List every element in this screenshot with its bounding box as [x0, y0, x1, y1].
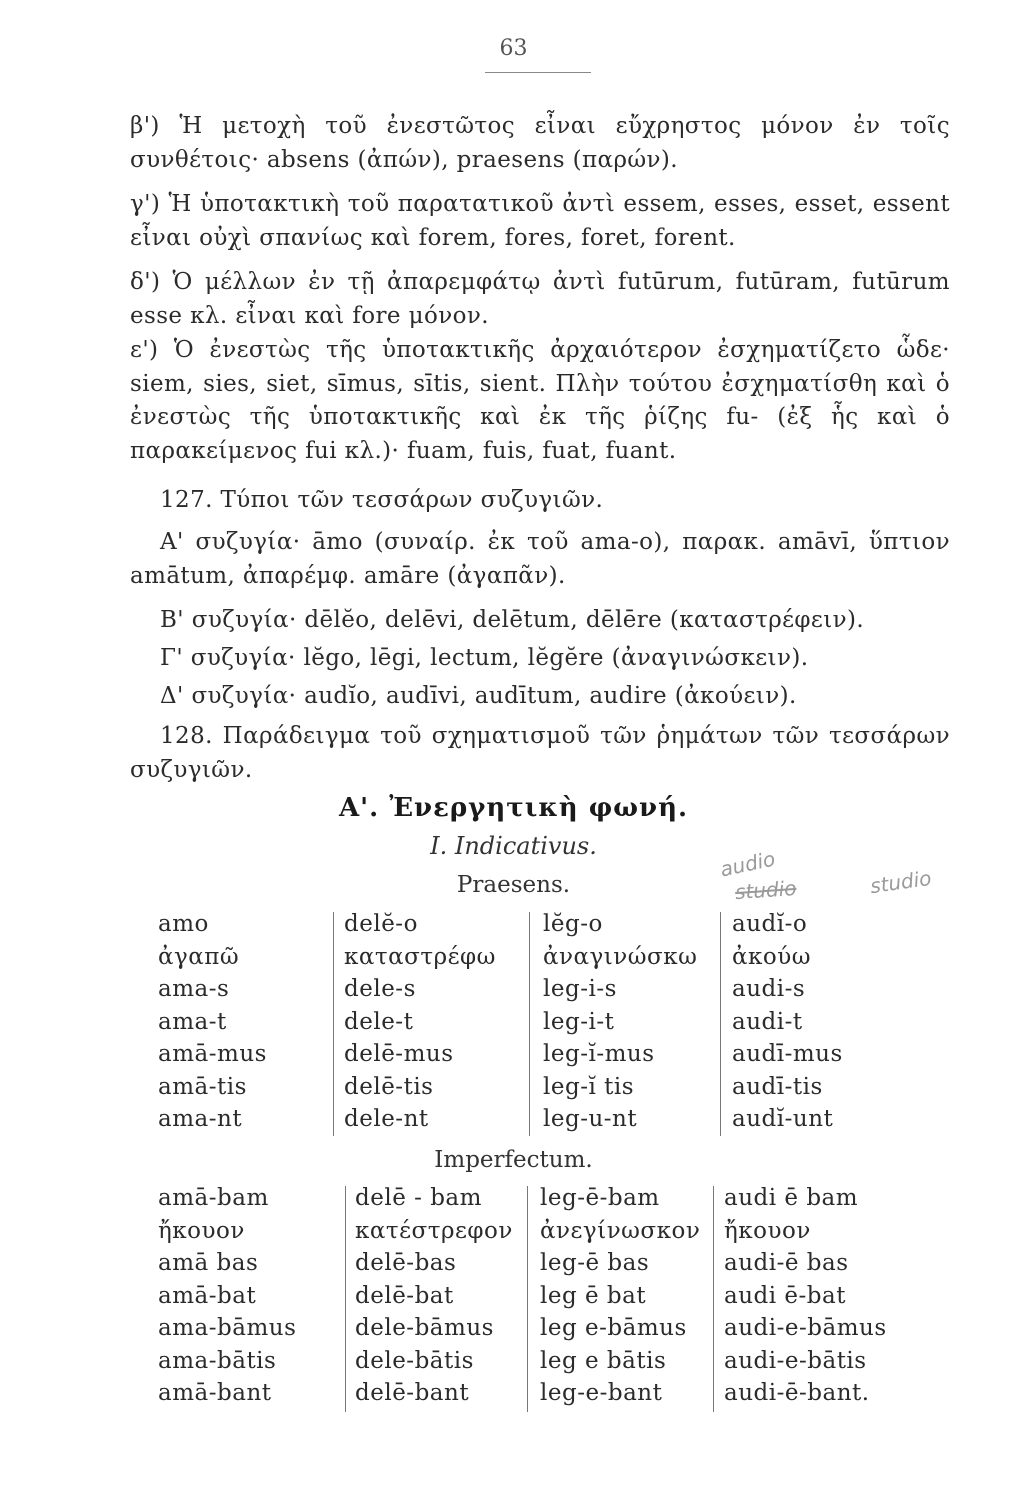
indicative-heading: I. Indicativus. — [430, 832, 597, 860]
conjugation-2: Β' συζυγία· dēlĕo, delēvi, delētum, dēlēre (καταστρέφειν). — [160, 607, 865, 633]
table-cell: amā-mus — [158, 1041, 267, 1067]
table-cell: amā-tis — [158, 1073, 247, 1100]
praesens-column-2 — [344, 908, 496, 1136]
table-cell: dele-bāmus — [355, 1315, 494, 1341]
table-cell: dele-nt — [344, 1106, 429, 1132]
table-cell: lĕg-o — [543, 911, 603, 937]
table-cell: audi ē-bat — [724, 1282, 846, 1309]
table-cell: dele-s — [344, 976, 416, 1002]
conjugation-3: Γ' συζυγία· lĕgo, lēgi, lectum, lĕgĕre (ἀναγινώσκειν). — [160, 645, 809, 671]
paragraph-beta: β') Ἡ μετοχὴ τοῦ ἐνεστῶτος εἶναι εὔχρηστος μόνον ἐν τοῖς συνθέτοις· absens (ἀπών), praesens (παρών). — [130, 113, 950, 173]
column-divider — [529, 912, 530, 1136]
praesens-column-3 — [543, 908, 697, 1136]
paragraph-epsilon: ε') Ὁ ἐνεστὼς τῆς ὑποτακτικῆς ἀρχαιότερον ἐσχηματίζετο ὧδε· siem, sies, siet, sīmus, sītis, sient. Πλὴν τούτου ἐσχηματίσθη καὶ ὁ ἐνεστὼς τῆς ὑποτακτικῆς καὶ ἐκ τῆς ῥίζης fu- (ἐξ ἧς καὶ ὁ παρακείμενος fui κλ.)· fuam, fuis, fuat, fuant. — [130, 337, 950, 464]
imperfectum-column-1 — [158, 1182, 296, 1410]
table-cell: leg-ē bas — [540, 1250, 650, 1276]
imperfectum-column-4 — [724, 1182, 887, 1410]
table-cell: audi-t — [732, 1008, 803, 1035]
conjugation-4: Δ' συζυγία· audĭo, audīvi, audītum, audire (ἀκούειν). — [160, 683, 797, 709]
table-cell: delē-tis — [344, 1073, 434, 1100]
table-cell: audi ē bam — [724, 1185, 859, 1211]
table-cell: leg-ĭ tis — [543, 1073, 635, 1100]
table-cell: amā-bant — [158, 1380, 272, 1406]
table-cell: dele-t — [344, 1008, 414, 1035]
conjugation-1: Α' συζυγία· āmo (συναίρ. ἐκ τοῦ ama-o), παρακ. amāvī, ὕπτιον amātum, ἀπαρέμφ. amāre (ἀγαπᾶν). — [130, 529, 950, 589]
table-cell: ἀγαπῶ — [158, 943, 240, 970]
column-divider — [720, 912, 721, 1136]
handwritten-note-audio: audio — [718, 846, 778, 882]
table-cell: delē-mus — [344, 1041, 454, 1067]
praesens-column-4 — [732, 908, 843, 1136]
table-cell: audĭ-o — [732, 911, 808, 937]
table-cell: delĕ-o — [344, 911, 418, 937]
handwritten-note-studio: studio — [868, 865, 933, 899]
table-cell: amo — [158, 911, 209, 937]
table-cell: ἀναγινώσκω — [543, 943, 698, 970]
table-cell: ama-t — [158, 1008, 227, 1035]
table-cell: καταστρέφω — [344, 943, 496, 970]
table-cell: leg-i-t — [543, 1008, 615, 1035]
table-cell: delē-bat — [355, 1282, 454, 1309]
table-cell: delē-bant — [355, 1380, 470, 1406]
paragraph-delta: δ') Ὁ μέλλων ἐν τῇ ἀπαρεμφάτῳ ἀντὶ futūrum, futūram, futūrum esse κλ. εἶναι καὶ fore μόνον. — [130, 269, 950, 329]
table-cell: ama-bātis — [158, 1347, 277, 1374]
active-voice-heading: Α'. Ἐνεργητικὴ φωνή. — [338, 793, 689, 823]
table-cell: ἤκουον — [158, 1217, 245, 1244]
table-cell: amā bas — [158, 1250, 259, 1276]
table-cell: ama-bāmus — [158, 1315, 297, 1341]
section-128-heading: 128. Παράδειγμα τοῦ σχηματισμοῦ τῶν ῥημάτων τῶν τεσσάρων συζυγιῶν. — [130, 723, 950, 783]
imperfectum-column-3 — [540, 1182, 700, 1410]
table-cell: audī-mus — [732, 1041, 843, 1067]
handwritten-note-struck: studio — [734, 875, 798, 905]
praesens-heading: Praesens. — [456, 872, 571, 898]
table-cell: leg e-bāmus — [540, 1315, 687, 1341]
table-cell: audi-s — [732, 976, 806, 1002]
table-cell: ama-nt — [158, 1106, 243, 1132]
table-cell: dele-bātis — [355, 1347, 474, 1374]
table-cell: ἀνεγίνωσκον — [540, 1217, 701, 1244]
table-cell: ama-s — [158, 976, 230, 1002]
table-cell: leg-i-s — [543, 976, 617, 1002]
imperfectum-column-2 — [355, 1182, 513, 1410]
table-cell: audi-e-bātis — [724, 1347, 867, 1374]
table-cell: delē - bam — [355, 1185, 482, 1211]
table-cell: audĭ-unt — [732, 1106, 834, 1132]
imperfectum-heading: Imperfectum. — [434, 1147, 593, 1173]
praesens-column-1 — [158, 908, 267, 1136]
table-cell: ἀκούω — [732, 943, 811, 970]
table-cell: audi-e-bāmus — [724, 1315, 887, 1341]
section-127-heading: 127. Τύποι τῶν τεσσάρων συζυγιῶν. — [160, 487, 604, 513]
table-cell: leg-e-bant — [540, 1380, 663, 1406]
header-rule — [485, 72, 591, 73]
page-number: 63 — [499, 36, 528, 61]
table-cell: delē-bas — [355, 1250, 457, 1276]
table-cell: amā-bam — [158, 1185, 269, 1211]
table-cell: leg e bātis — [540, 1347, 667, 1374]
table-cell: amā-bat — [158, 1282, 257, 1309]
table-cell: leg-ĭ-mus — [543, 1041, 655, 1067]
table-cell: leg-u-nt — [543, 1106, 638, 1132]
table-cell: audi-ē bas — [724, 1250, 849, 1276]
table-cell: audī-tis — [732, 1073, 823, 1100]
table-cell: audi-ē-bant. — [724, 1380, 870, 1406]
column-divider — [345, 1186, 346, 1412]
paragraph-gamma: γ') Ἡ ὑποτακτικὴ τοῦ παρατατικοῦ ἀντὶ essem, esses, esset, essent εἶναι οὐχὶ σπανίως καὶ forem, fores, foret, forent. — [130, 191, 950, 251]
table-cell: leg ē bat — [540, 1282, 647, 1309]
table-cell: ἤκουον — [724, 1217, 811, 1244]
table-cell: κατέστρεφον — [355, 1217, 513, 1244]
table-cell: leg-ē-bam — [540, 1185, 660, 1211]
column-divider — [713, 1186, 714, 1412]
column-divider — [333, 912, 334, 1136]
column-divider — [527, 1186, 528, 1412]
